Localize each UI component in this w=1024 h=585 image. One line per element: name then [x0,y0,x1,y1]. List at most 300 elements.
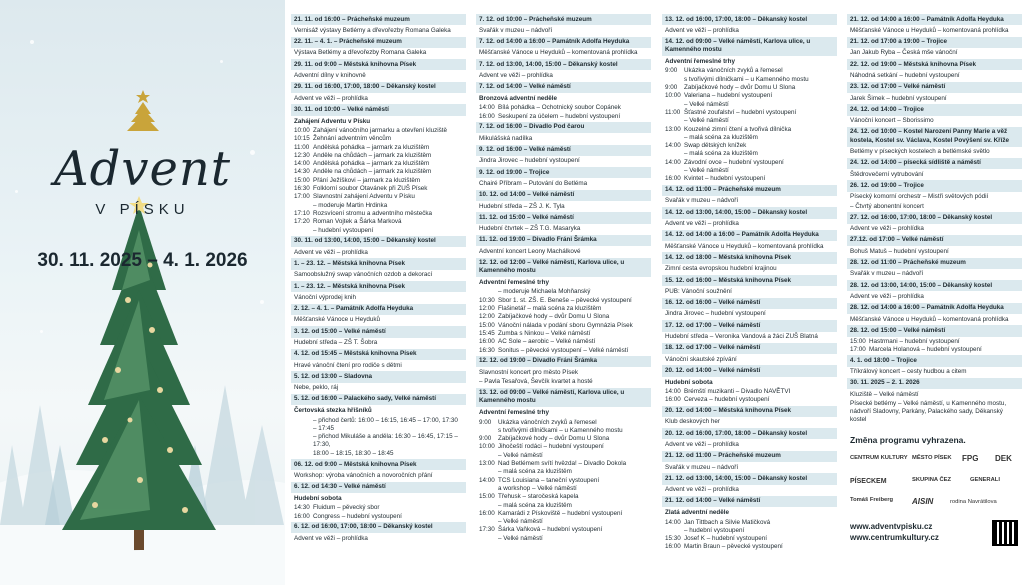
schedule-time: 10:00 [294,126,310,134]
schedule-row [662,519,837,527]
event-title: Zlatá adventní neděle [665,509,730,517]
schedule-row [662,527,837,535]
schedule-row [476,419,651,427]
event-block [847,303,1022,325]
schedule-time [294,433,313,450]
program-column-1 [291,14,466,544]
event-line: Betlémy v píseckých kostelech a betlémské světlo [850,148,990,156]
event-block [662,406,837,428]
schedule-time: 10:30 [479,296,495,304]
event-block [662,275,837,297]
schedule-text: Sbor 1. st. ZŠ. E. Beneše – pěvecké vystoupení [498,296,632,304]
event-line: Advent ve věži – prohlídka [294,248,368,256]
schedule-time: 12:00 [479,305,495,313]
event-block [662,185,837,207]
schedule-row [662,159,837,167]
event-block [291,304,466,326]
schedule-time [479,468,498,476]
event-line: Výstava Betlémy a dřevořezby Romana Galeka [294,49,427,57]
schedule-time [665,527,684,535]
schedule-text: Swap dětských knížek [684,142,747,150]
schedule-text: Zabíjačkové hody – dvůr Domu U Slona [498,435,610,443]
event-header: 21. 12. od 17:00 a 19:00 – Trojice [847,37,1022,48]
event-block [662,207,837,229]
cover-subtitle: V PÍSKU [95,201,190,218]
event-line: Hudební středa – ZŠ J. K. Tyla [479,202,565,210]
schedule-row [662,101,837,109]
event-header: 26. 12. od 19:00 – Trojice [847,180,1022,191]
event-block [291,371,466,393]
event-line: Jan Jakub Ryba – Česká mše vánoční [850,49,958,57]
event-header: 14. 12. od 13:00, 14:00, 15:00 – Děkanský kostel [662,207,837,218]
event-header: 22. 12. od 19:00 – Městská knihovna Písek [847,59,1022,70]
event-header: 7. 12. od 14:00 – Velké náměstí [476,82,651,93]
event-header: 5. 12. od 13:00 – Sladovna [291,371,466,382]
event-header: 28. 12. od 15:00 – Velké náměstí [847,325,1022,336]
schedule-row [847,346,1022,354]
event-block [662,365,837,404]
event-title: Čertovská stezka hříšníků [294,407,372,415]
event-line: Písecké betlémy – Velké náměstí, u Kamenného mostu, nádvoří Sladovny, Parkány, Palackého sady, Děkanský kostel [850,399,1007,424]
schedule-time: 14:00 [665,142,681,150]
event-header: 14. 12. od 18:00 – Městská knihovna Písek [662,252,837,263]
event-block [476,122,651,144]
tree-logo-icon [123,88,163,134]
event-line: Svařák v muzeu – nádvoří [850,270,924,278]
schedule-text: Josef K – hudební vystoupení [684,535,767,543]
schedule-text: – malá scéna za kluzištěm [684,150,758,158]
event-block [847,258,1022,280]
schedule-row [662,126,837,134]
event-block [291,459,466,481]
event-block [662,298,837,320]
event-header: 7. 12. od 14:00 a 16:00 – Památník Adolfa Heyduka [476,37,651,48]
event-line: Měšťanské Vánoce u Heyduků – komentovaná prohlídka [850,315,1009,323]
event-title: Adventní řemeslné trhy [665,58,735,66]
event-header: 21. 12. od 13:00, 14:00, 15:00 – Děkanský kostel [662,473,837,484]
schedule-time: 16:00 [294,512,310,520]
advent-logo [0,88,285,218]
schedule-text: – přichod Mikuláše a anděla: 16:30 – 16:45, 17:15 – 17:30, [313,433,458,449]
event-block [476,356,651,387]
event-line: Advent ve věži – prohlídka [665,440,739,448]
event-header: 14. 12. od 09:00 – Velké náměstí, Karlova ulice, u Kamenného mostu [662,37,837,57]
schedule-text: – hudební vystoupení [684,526,745,534]
event-block [847,212,1022,234]
event-line: Jarek Šimek – hudební vystoupení [850,94,947,102]
event-title: Bronzová adventní neděle [479,95,558,103]
schedule-text: Marcela Holanová – hudební vystoupení [869,345,982,353]
event-block [847,378,1022,425]
schedule-row [662,76,837,84]
schedule-time: 17:10 [294,209,310,217]
event-header: 30. 11. od 13:00, 14:00, 15:00 – Děkanský kostel [291,236,466,247]
qr-code[interactable] [992,520,1018,546]
program-column-4 [847,14,1022,544]
event-line: Písecký komorní orchestr – Mistři světových pódií [850,193,989,201]
schedule-time: 11:00 [665,108,681,116]
schedule-row [662,396,837,404]
event-block [476,59,651,81]
event-line: Mikulášská nadílka [479,134,533,142]
schedule-row [476,104,651,112]
event-block [847,325,1022,354]
schedule-time [294,227,313,235]
schedule-time: 15:00 [850,337,866,345]
event-line: Svařák v muzeu – nádvoří [665,463,739,471]
schedule-time: 15:00 [479,321,495,329]
schedule-time: 12:00 [479,313,495,321]
schedule-text: Sonitus – pěvecké vystoupení – Velké náměstí [498,346,629,354]
schedule-time [665,101,684,109]
schedule-time: 17:20 [294,218,310,226]
event-header: 28. 12. od 14:00 a 16:00 – Památník Adolfa Heyduka [847,303,1022,314]
schedule-row [476,493,651,501]
schedule-text: Šťastné zoufalství – hudební vystoupení [684,108,797,116]
schedule-time [665,167,684,175]
schedule-time: 10:15 [294,135,310,143]
schedule-text: – malá scéna za kluzištěm [498,468,572,476]
event-block [291,82,466,104]
schedule-time [479,288,498,296]
event-header: 12. 12. od 12:00 – Velké náměstí, Karlova ulice, u Kamenného mostu [476,258,651,278]
event-block [291,326,466,348]
schedule-time: 14:30 [294,504,310,512]
event-block [291,59,466,81]
event-header: 6. 12. od 14:30 – Velké náměstí [291,482,466,493]
schedule-time: 16:00 [665,396,681,404]
event-header: 28. 12. od 11:00 – Prácheňské muzeum [847,258,1022,269]
schedule-text: Ukázka vánočních zvyků a řemesel [498,418,597,426]
cover-panel [0,0,285,585]
schedule-row [291,433,466,450]
schedule-row [476,113,651,121]
schedule-text: Přání Ježíškovi – jarmark za kluzištěm [313,176,421,184]
schedule-time: 16:30 [294,185,310,193]
event-line: Vánoční koncert – Sborissimo [850,117,934,125]
event-block [291,349,466,371]
cover-title: Advent [53,141,232,197]
event-header: 11. 12. od 19:00 – Divadlo Fráni Šrámka [476,235,651,246]
event-line: Měšťanské Vánoce u Heyduků – komentovaná prohlídka [479,49,638,57]
schedule-text: Flašinetář – malá scéna za kluzištěm [498,305,602,313]
schedule-row [291,185,466,193]
event-title: Zahájení Adventu v Písku [294,117,371,125]
schedule-text: – moderuje Martin Hrdinka [313,201,388,209]
event-block [476,388,651,543]
program-columns [285,0,1024,585]
schedule-time: 14:30 [294,168,310,176]
schedule-row [291,227,466,235]
schedule-text: Rozsvícení stromu a adventního městečka [313,209,432,217]
event-block [847,235,1022,257]
schedule-row [291,417,466,434]
event-header: 5. 12. od 16:00 – Palackého sady, Velké náměstí [291,394,466,405]
event-block [476,145,651,167]
schedule-time: 15:00 [479,493,495,501]
schedule-time: 16:00 [479,112,495,120]
event-line: Zimní cesta evropskou hudební krajinou [665,265,777,273]
event-line: Chairé Příbram – Putování do Betléma [479,179,588,187]
schedule-text: Kvintet – hudební vystoupení [684,175,766,183]
event-line: Hudební středa – Veronika Vandová a žáci ZUŠ Blatná [665,333,818,340]
schedule-time [665,150,684,158]
sponsor-logo: Tomáš Freiberg [850,496,894,503]
schedule-row [291,218,466,226]
event-block [847,180,1022,211]
event-block [847,14,1022,36]
schedule-row [291,135,466,143]
event-line: PUB: Vánoční soužnění [665,287,732,295]
event-header: 1. – 23. 12. – Městská knihovna Písek [291,258,466,269]
schedule-text: – Velké náměstí [498,451,543,459]
schedule-text: Martin Braun – pěvecké vystoupení [684,543,783,551]
schedule-row [662,134,837,142]
schedule-row [662,67,837,75]
event-block [847,82,1022,104]
event-header: 28. 12. od 13:00, 14:00, 15:00 – Děkanský kostel [847,280,1022,291]
event-line: Kluziště – Velké náměstí [850,390,919,398]
schedule-time [665,76,684,84]
schedule-time: 17:00 [294,193,310,201]
schedule-row [476,330,651,338]
schedule-row [291,450,466,458]
event-line: Advent ve věži – prohlídka [665,486,739,494]
event-line: Adventní dílny v knihovně [294,71,366,79]
schedule-time: 15:45 [479,329,495,337]
schedule-time: 15:00 [294,176,310,184]
event-header: 7. 12. od 16:00 – Divadlo Pod čarou [476,122,651,133]
event-line: Náhodná setkání – hudební vystoupení [850,71,960,79]
event-title: Adventní řemeslné trhy [479,409,549,417]
schedule-row [476,477,651,485]
schedule-row [662,92,837,100]
event-block [291,394,466,458]
schedule-row [476,347,651,355]
schedule-text: – Velké náměstí [684,167,729,175]
event-block [291,104,466,234]
schedule-time [294,417,313,434]
schedule-row [476,460,651,468]
event-header: 23. 12. od 17:00 – Velké náměstí [847,82,1022,93]
schedule-row [662,142,837,150]
event-header: 14. 12. od 11:00 – Prácheňské muzeum [662,185,837,196]
schedule-time: 13:00 [665,125,681,133]
schedule-time: 17:30 [479,526,495,534]
event-block [662,428,837,450]
schedule-row [476,510,651,518]
website-link[interactable]: www.centrumkultury.cz [850,533,939,543]
schedule-row [291,193,466,201]
schedule-text: Hastrmani – hudební vystoupení [869,337,960,345]
event-line: Svařák v muzeu – nádvoří [479,26,553,34]
event-header: 29. 11. od 9:00 – Městská knihovna Písek [291,59,466,70]
event-block [662,230,837,252]
schedule-row [476,526,651,534]
event-header: 21. 12. od 14:00 a 16:00 – Památník Adolfa Heyduka [847,14,1022,25]
schedule-time: 14:00 [294,160,310,168]
event-line: Slavnostní koncert pro město Písek [479,368,579,376]
schedule-time [479,518,498,526]
schedule-row [662,543,837,551]
event-title: Hudební sobota [294,494,342,502]
event-line: Workshop: výroba vánočních a novoročních přání [294,471,433,479]
schedule-text: AC Sole – aerobic – Velké náměstí [498,338,596,346]
event-block [476,37,651,59]
event-header: 22. 11. – 4. 1. – Prácheňské muzeum [291,37,466,48]
schedule-text: Ukázka vánočních zvyků a řemesel [684,67,783,75]
event-block [847,158,1022,180]
schedule-time [479,452,498,460]
schedule-text: Kamarádi z Pískoviště – hudební vystoupení [498,509,623,517]
schedule-time: 14:00 [479,476,495,484]
schedule-text: – moderuje Michaela Mohňanský [498,288,591,296]
schedule-row [291,144,466,152]
event-line: Nebe, peklo, ráj [294,384,339,392]
schedule-text: Vánoční nálada v podání sboru Gymnázia Písek [498,321,633,329]
schedule-time: 12:30 [294,151,310,159]
event-block [476,190,651,212]
event-line: Jindra Jirovec – hudební vystoupení [479,157,580,165]
event-header: 3. 12. od 15:00 – Velké náměstí [291,326,466,337]
event-block [476,212,651,234]
schedule-row [476,322,651,330]
event-line: Klub deskových her [665,418,720,426]
schedule-row [662,535,837,543]
schedule-text: Zabíjačkové hody – dvůr Domu U Slona [684,84,796,92]
event-header: 30. 11. od 10:00 – Velké náměstí [291,104,466,115]
schedule-time: 11:00 [294,143,310,151]
event-header: 13. 12. od 16:00, 17:00, 18:00 – Děkanský kostel [662,14,837,25]
program-column-3 [662,14,837,553]
event-block [662,496,837,552]
schedule-text: Anděle na chůdách – jarmark za kluzištěm [313,151,432,159]
event-header: 4. 1. od 18:00 – Trojice [847,355,1022,366]
sponsor-logo: rodina Navrátilova [950,498,997,505]
event-header: 9. 12. od 19:00 – Trojice [476,167,651,178]
event-header: 24. 12. od 14:00 – písecká sídliště a náměstí [847,158,1022,169]
schedule-time: 14:00 [665,518,681,526]
schedule-row [476,452,651,460]
schedule-text: Brémští muzikanti – Divadlo NAVĚTVI [684,387,791,395]
sponsor-logo: GENERALI [970,476,1000,483]
event-header: 06. 12. od 9:00 – Městská knihovna Písek [291,459,466,470]
sponsor-logo: SKUPINA ČEZ [912,476,952,483]
schedule-row [476,427,651,435]
schedule-row [662,175,837,183]
event-line: Hudební středa – ZŠ T. Šobra [294,339,378,346]
schedule-time [294,202,313,210]
event-header: 21. 12. od 11:00 – Prácheňské muzeum [662,451,837,462]
schedule-time: 13:00 [479,460,495,468]
event-block [847,59,1022,81]
event-line: Samoobslužný swap vánočních ozdob a dekorací [294,271,433,279]
schedule-text: Nad Betlémem svítí hvězda! – Divadlo Dokola [498,460,627,468]
schedule-time: 9:00 [479,435,492,443]
cover-dates: 30. 11. 2025 – 4. 1. 2026 [37,250,248,271]
schedule-time: 16:00 [479,338,495,346]
schedule-row [476,435,651,443]
event-header: 16. 12. od 16:00 – Velké náměstí [662,298,837,309]
schedule-time: 14:00 [665,158,681,166]
event-block [476,14,651,36]
schedule-row [291,504,466,512]
schedule-text: s tvořivými dílničkami – u Kamenného mostu [498,426,623,434]
schedule-text: Šárka Vaňková – hudební vystoupení [498,526,603,534]
event-header: 10. 12. od 14:00 – Velké náměstí [476,190,651,201]
schedule-row [476,338,651,346]
schedule-time: 9:00 [665,84,678,92]
schedule-text: Slavnostní zahájení Adventu v Písku [313,193,415,201]
schedule-row [476,502,651,510]
event-block [662,343,837,365]
schedule-time: 9:00 [479,418,492,426]
schedule-text: Folklorní soubor Otavánek při ZUŠ Písek [313,185,428,193]
event-block [847,104,1022,126]
event-block [476,167,651,189]
event-block [476,258,651,355]
schedule-text: Zumba s Ninkou – Velké náměstí [498,329,591,337]
event-block [847,355,1022,377]
schedule-text: – Velké náměstí [684,117,729,125]
event-line: Advent ve věži – prohlídka [850,225,924,233]
event-header: 9. 12. od 16:00 – Velké náměstí [476,145,651,156]
schedule-text: Valeriana – hudební vystoupení [684,92,773,100]
schedule-time [479,535,498,543]
schedule-time [479,427,498,435]
sponsor-logo: MĚSTO PÍSEK [912,454,952,461]
schedule-text: Jan Tittbach a Silvie Matičková [684,518,771,526]
event-block [662,320,837,342]
schedule-row [662,109,837,117]
event-header: 21. 11. od 16:00 – Prácheňské muzeum [291,14,466,25]
schedule-row [662,150,837,158]
schedule-row [476,297,651,305]
event-line: Vánoční výprodej knih [294,293,356,301]
schedule-time [479,485,498,493]
schedule-text: – přichod čertů: 16:00 – 16:15, 16:45 – 17:00, 17:30 – 17:45 [313,416,458,432]
event-header: 12. 12. od 19:00 – Divadlo Fráni Šrámka [476,356,651,367]
schedule-text: – hudební vystoupení [313,226,374,234]
event-header: 30. 11. 2025 – 2. 1. 2026 [847,378,1022,389]
website-link[interactable]: www.adventvpisku.cz [850,521,933,531]
sponsor-logo: AISIN [912,496,934,506]
event-block [847,37,1022,59]
schedule-row [291,210,466,218]
schedule-text: Cerveza – hudební vystoupení [684,396,770,404]
schedule-row [662,117,837,125]
event-header: 29. 11. od 16:00, 17:00, 18:00 – Děkanský kostel [291,82,466,93]
schedule-text: – Velké náměstí [684,100,729,108]
schedule-time: 14:00 [479,104,495,112]
event-header: 1. – 23. 12. – Městská knihovna Písek [291,281,466,292]
event-line: Tříkrálový koncert – cesty hudbou a citem [850,368,967,375]
event-block [847,127,1022,157]
schedule-time: 15:30 [665,535,681,543]
event-title: Adventní řemeslné trhy [479,279,549,287]
event-line: Advent ve věži – prohlídka [294,94,368,102]
event-header: 13. 12. od 09:00 – Velké náměstí, Karlova ulice, u Kamenného mostu [476,388,651,408]
schedule-time: 16:00 [665,175,681,183]
schedule-row [847,338,1022,346]
event-block [291,14,466,36]
schedule-time [665,117,684,125]
event-header: 11. 12. od 15:00 – Velké náměstí [476,212,651,223]
event-block [847,280,1022,302]
schedule-time: 14:00 [665,387,681,395]
schedule-row [291,513,466,521]
schedule-text: s tvořivými dílničkami – u Kamenného mostu [684,75,809,83]
